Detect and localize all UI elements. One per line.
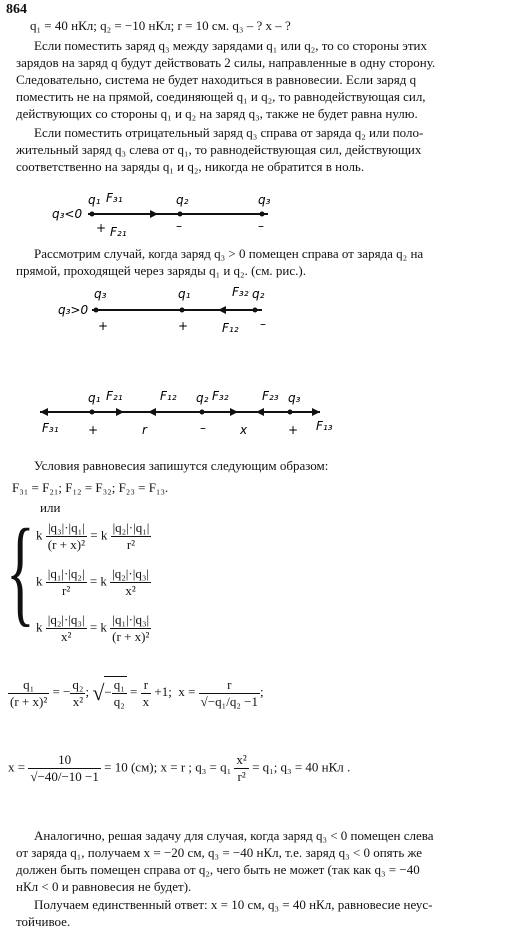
fig1-charge-q3	[260, 212, 265, 217]
eq1-xr-q2: q₂	[229, 693, 241, 709]
para3-line2: прямой, проходящей через заряды q₁ и q₂. (см. рис.).	[16, 263, 306, 278]
fig3-label-r: r	[142, 423, 147, 437]
para3-line1: Рассмотрим случай, когда заряд q₃ > 0 помещен справа от заряда q₂ на	[34, 246, 424, 261]
para4-line2: от заряда q₁, получаем x = −20 см, q₃ = −40 нКл, т.е. заряд q₃ < 0 опять же	[16, 845, 423, 860]
fig2-charge-q2	[253, 308, 258, 313]
eq1-b-num: q₂	[72, 676, 84, 692]
eq2-den-den: −10	[61, 769, 82, 784]
system-brace: {	[6, 504, 35, 637]
fig1-plus: +	[96, 221, 107, 235]
sys2-rhs-den: x²	[125, 583, 136, 598]
figure-3	[0, 388, 511, 448]
eq2-qn: x²	[236, 752, 247, 767]
derived-equation: $\frac{\text{q₁}}{\text{(r + x)²}}$ = − $\frac{\text{q₂}}{\text{x²}}$ ; √− $\frac{\text{q₁}}{\text{q₂}}$ = $\frac{r}{x}$ +1; x = $\frac{r}{\text{√−q₁/q₂ −1}}$ ;	[10, 676, 264, 709]
given-line: q₁ = 40 нКл; q₂ = −10 нКл; r = 10 см. q₃ – ? x – ?	[30, 18, 291, 33]
sys3-rhs-den: (r + x)²	[112, 629, 150, 644]
fig2-label-f12: F₁₂	[222, 321, 239, 335]
system-eq-1: k $\frac{\text{|q₃|·|q₁|}}{\text{(r + x)²}}$ = k $\frac{\text{|q₂|·|q₁|}}{\text{r²}}$	[36, 520, 150, 552]
eq1-c-num: q₁	[113, 677, 125, 692]
eq2-num: 10	[28, 752, 101, 769]
or-word: или	[40, 500, 61, 515]
eq1-tail: +1;	[154, 683, 172, 699]
sys3-lhs-num: |q₂|·|q₃|	[47, 612, 85, 627]
conditions-title: Условия равновесия запишутся следующим образом:	[34, 458, 329, 473]
eq1-a-num: q₁	[8, 677, 49, 694]
fig1-label-f31: F₃₁	[106, 191, 123, 205]
figure-1	[0, 186, 511, 246]
fig3-arrowhead-f12	[148, 408, 156, 416]
fig2-label-f32: F₃₂	[232, 285, 249, 299]
sys1-rhs-num: |q₂|·|q₁|	[112, 520, 150, 535]
fig3-plus-1: +	[88, 423, 99, 437]
para4-line3: должен быть помещен справа от q₂, чего быть не может (так как q₃ = −40	[16, 862, 420, 877]
para1-line3: Следовательно, система не будет находиться в равновесии. Если заряд q	[16, 72, 417, 87]
fig1-label-f21: F₂₁	[110, 225, 127, 239]
system-eq-2: k $\frac{\text{|q₁|·|q₂|}}{\text{r²}}$ = k $\frac{\text{|q₂|·|q₃|}}{\text{x²}}$	[36, 566, 149, 598]
system-eq-3: k $\frac{\text{|q₂|·|q₃|}}{\text{x²}}$ = k $\frac{\text{|q₁|·|q₃|}}{\text{(r + x)²}}$	[36, 612, 150, 644]
fig2-label-q2: q₂	[252, 287, 265, 301]
fig3-arrowhead-f31	[40, 408, 48, 416]
fig3-charge-q2	[200, 410, 205, 415]
figure-2	[0, 280, 511, 340]
eq1-d-num: r	[141, 677, 152, 694]
fig1-label-q2: q₂	[176, 193, 189, 207]
fig2-charge-q1	[180, 308, 185, 313]
eq1-x-equals: x =	[178, 683, 196, 699]
eq1-a-den: (r + x)²	[10, 693, 48, 709]
eq1-sqrt-sign: √	[92, 680, 105, 705]
fig1-charge-q2	[178, 212, 183, 217]
sys1-k2: k	[100, 527, 108, 543]
fig1-label-q1: q₁	[88, 193, 101, 207]
sys2-rhs-num: |q₂|·|q₃|	[112, 566, 149, 581]
sys3-lhs-den: x²	[60, 629, 72, 644]
fig3-label-q3: q₃	[288, 391, 301, 405]
fig2-minus: –	[260, 317, 266, 331]
eq1-c-den: q₂	[113, 694, 125, 709]
para1-line2: зарядов на заряд q будут действовать 2 силы, направленные в одну сторону.	[16, 55, 436, 70]
sys3-rhs-num: |q₁|·|q₃|	[110, 612, 151, 629]
fig3-label-f32: F₃₂	[212, 389, 229, 403]
fig3-label-f12: F₁₂	[160, 389, 177, 403]
para1-line4: поместить не на прямой, соединяющей q₁ и q₂, то равнодействующая сил,	[16, 89, 426, 104]
fig1-label-q3: q₃	[258, 193, 271, 207]
sys3-k2: k	[100, 619, 107, 635]
fig3-charge-q1	[90, 410, 95, 415]
para2-line3: соответственно на заряды q₁ и q₂, никогда не обратится в ноль.	[16, 159, 365, 174]
para4-line1: Аналогично, решая задачу для случая, когда заряд q₃ < 0 помещен слева	[34, 828, 434, 843]
sys3-k1: k	[36, 619, 43, 635]
eq2-end: = q₁; q₃ = 40 нКл .	[252, 759, 351, 775]
fig3-label-f21: F₂₁	[106, 389, 123, 403]
eq1-xr-q1: q₁	[215, 693, 227, 709]
forces-equalities: F₃₁ = F₂₁; F₁₂ = F₃₂; F₂₃ = F₁₃.	[12, 480, 169, 495]
fig1-condition: q₃<0	[52, 207, 83, 221]
sys2-lhs-den: r²	[62, 583, 71, 598]
fig2-charge-q3	[94, 308, 99, 313]
sys1-rhs-den: r²	[126, 537, 136, 552]
para2-line1: Если поместить отрицательный заряд q₃ справа от заряда q₂ или поло-	[34, 125, 424, 140]
fig3-arrowhead-f32	[230, 408, 238, 416]
fig3-label-q2: q₂	[196, 391, 209, 405]
eq1-xr-num: r	[199, 677, 260, 694]
numeric-evaluation: x = $\frac{10}{√-40/-10 -1}$ = 10 (см); x = r ; q₃ = q₁ $\frac{\text{x²}}{\text{r²}}$ = q₁; q₃ = 40 нКл .	[8, 752, 351, 784]
sys2-k1: k	[36, 573, 43, 589]
fig2-label-q1: q₁	[178, 287, 191, 301]
sys1-lhs-num: |q₃|·|q₁|	[46, 520, 87, 537]
eq2-qd: r²	[237, 769, 246, 784]
fig1-minus-2: –	[258, 219, 264, 233]
fig3-charge-q3	[288, 410, 293, 415]
fig2-condition: q₃>0	[58, 303, 89, 317]
sys1-k1: k	[36, 527, 43, 543]
eq2-result: = 10 (см); x = r ; q₃ = q₁	[104, 759, 232, 775]
para4-line4: нКл < 0 и равновесия не будет).	[16, 879, 192, 894]
fig3-minus: –	[200, 421, 206, 435]
fig1-arrowhead-f31	[150, 210, 158, 218]
eq2-lhs: x =	[8, 759, 26, 775]
para2-line2: жительный заряд q₃ слева от q₁, то равнодействующая сил, действующих	[16, 142, 422, 157]
sys1-lhs-den: (r + x)²	[47, 537, 85, 552]
fig3-arrowhead-f21	[116, 408, 124, 416]
fig3-arrowhead-f23	[256, 408, 264, 416]
fig1-minus-1: –	[176, 219, 182, 233]
sys2-lhs-num: |q₁|·|q₂|	[47, 566, 85, 581]
fig2-label-q3: q₃	[94, 287, 107, 301]
fig3-label-f31: F₃₁	[42, 421, 59, 435]
para1-line5: действующих со стороны q₁ и q₂ на заряд q₃, также не будет равна нулю.	[16, 106, 418, 121]
fig3-label-f13: F₁₃	[316, 419, 333, 433]
sys2-k2: k	[100, 573, 107, 589]
fig2-plus-2: +	[178, 319, 189, 333]
fig3-label-x: x	[240, 423, 248, 437]
fig3-arrowhead-f13	[312, 408, 320, 416]
eq1-d-den: x	[142, 693, 150, 709]
fig3-label-f23: F₂₃	[262, 389, 279, 403]
para1-line1: Если поместить заряд q₃ между зарядами q₁ или q₂, то со стороны этих	[34, 38, 427, 53]
problem-number: 864	[6, 2, 27, 17]
fig3-label-q1: q₁	[88, 391, 101, 405]
eq2-den-num: 40	[44, 769, 58, 784]
fig2-plus-1: +	[98, 319, 109, 333]
para5-line1: Получаем единственный ответ: x = 10 см, q₃ = 40 нКл, равновесие неус-	[34, 897, 433, 912]
eq1-b-den: x²	[72, 693, 84, 709]
fig2-arrowhead-f12	[218, 306, 226, 314]
fig1-charge-q1	[90, 212, 95, 217]
para5-line2: тойчивое.	[16, 914, 71, 929]
fig3-plus-2: +	[288, 423, 299, 437]
